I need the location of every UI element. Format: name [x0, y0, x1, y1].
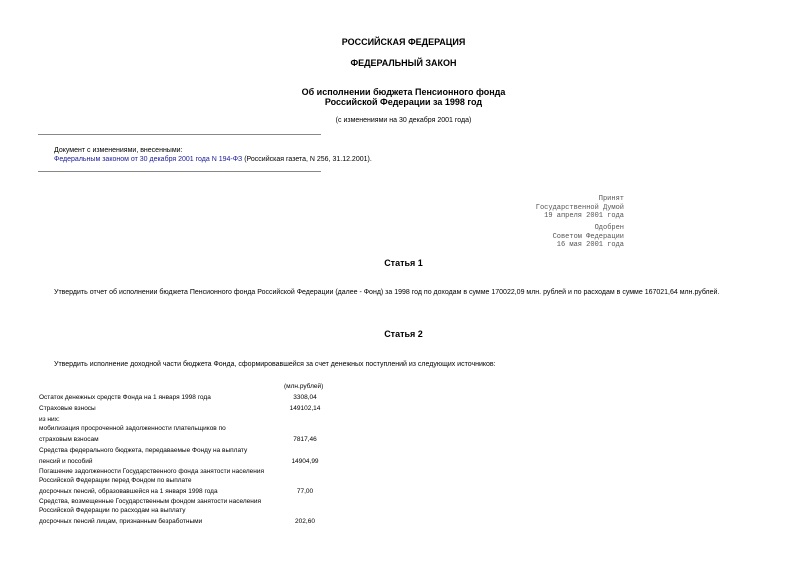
- income-row-label: Средства, возмещенные Государственным фондом занятости населения: [39, 498, 262, 505]
- income-row-value: 14904,99: [291, 458, 319, 465]
- approved-line: Одобрен: [594, 224, 624, 232]
- article-1-heading: Статья 1: [384, 258, 423, 268]
- article-2-text: Утвердить исполнение доходной части бюджета Фонда, сформировавшейся за счет денежных поступлений из следующих источников:: [54, 361, 496, 368]
- accepted-line: Государственной Думой: [535, 203, 624, 212]
- income-row-label: Остаток денежных средств Фонда на 1 января 1998 года: [39, 394, 211, 401]
- income-row-label: Страховые взносы: [39, 405, 96, 412]
- income-row-label: страховым взносам: [39, 436, 99, 443]
- income-row-value: 77,00: [296, 488, 314, 495]
- income-row-label: мобилизация просроченной задолженности плательщиков по: [39, 425, 226, 432]
- amendments-line: [54, 156, 372, 163]
- income-row-value: 149102,14: [289, 405, 321, 412]
- article-1-text: Утвердить отчет об исполнении бюджета Пенсионного фонда Российской Федерации (далее - Фонд) за 1998 год по доходам в сумме 170022,09 млн. рублей и по расходам в сумме 167021,64 млн.рублей.: [54, 289, 720, 296]
- approved-line: Советом Федерации: [552, 232, 624, 241]
- law-type-heading: ФЕДЕРАЛЬНЫЙ ЗАКОН: [350, 58, 457, 68]
- income-row-label: Российской Федерации по расходам на выплату: [39, 507, 186, 514]
- income-row-label: Средства федерального бюджета, передаваемые Фонду на выплату: [39, 447, 248, 454]
- income-row-label: досрочных пенсий лицам, признанным безработными: [39, 518, 203, 525]
- accepted-line: Принят: [598, 195, 624, 203]
- income-row-value: 202,60: [295, 518, 315, 525]
- accepted-line: 19 апреля 2001 года: [544, 212, 624, 220]
- adoption-approved: [553, 224, 624, 250]
- federation-heading: РОССИЙСКАЯ ФЕДЕРАЦИЯ: [341, 37, 466, 47]
- income-row-label: из них:: [39, 416, 60, 423]
- divider-bottom: [38, 171, 321, 172]
- amendments-intro: Документ с изменениями, внесенными:: [54, 147, 183, 154]
- amended-note: (с изменениями на 30 декабря 2001 года): [335, 117, 472, 124]
- adoption-accepted: [536, 195, 624, 221]
- title-line-1: Об исполнении бюджета Пенсионного фонда: [301, 87, 506, 97]
- amendment-link[interactable]: Федеральным законом от 30 декабря 2001 года N 194-ФЗ: [54, 156, 243, 163]
- income-row-label: досрочных пенсий, образовавшейся на 1 января 1998 года: [39, 488, 218, 495]
- divider-top: [38, 134, 321, 135]
- income-row-label: пенсий и пособий: [39, 458, 93, 465]
- income-row-value: 3308,04: [293, 394, 317, 401]
- title-line-2: Российской Федерации за 1998 год: [324, 97, 483, 107]
- unit-label: (млн.рублей): [284, 383, 324, 390]
- article-2-heading: Статья 2: [384, 329, 423, 339]
- income-row-label: Погашение задолженности Государственного фонда занятости населения: [39, 468, 265, 475]
- amendment-source: (Российская газета, N 256, 31.12.2001).: [242, 156, 372, 163]
- income-row-value: 7817,46: [293, 436, 317, 443]
- income-row-label: Российской Федерации перед Фондом по выплате: [39, 477, 192, 484]
- approved-line: 16 мая 2001 года: [556, 241, 624, 249]
